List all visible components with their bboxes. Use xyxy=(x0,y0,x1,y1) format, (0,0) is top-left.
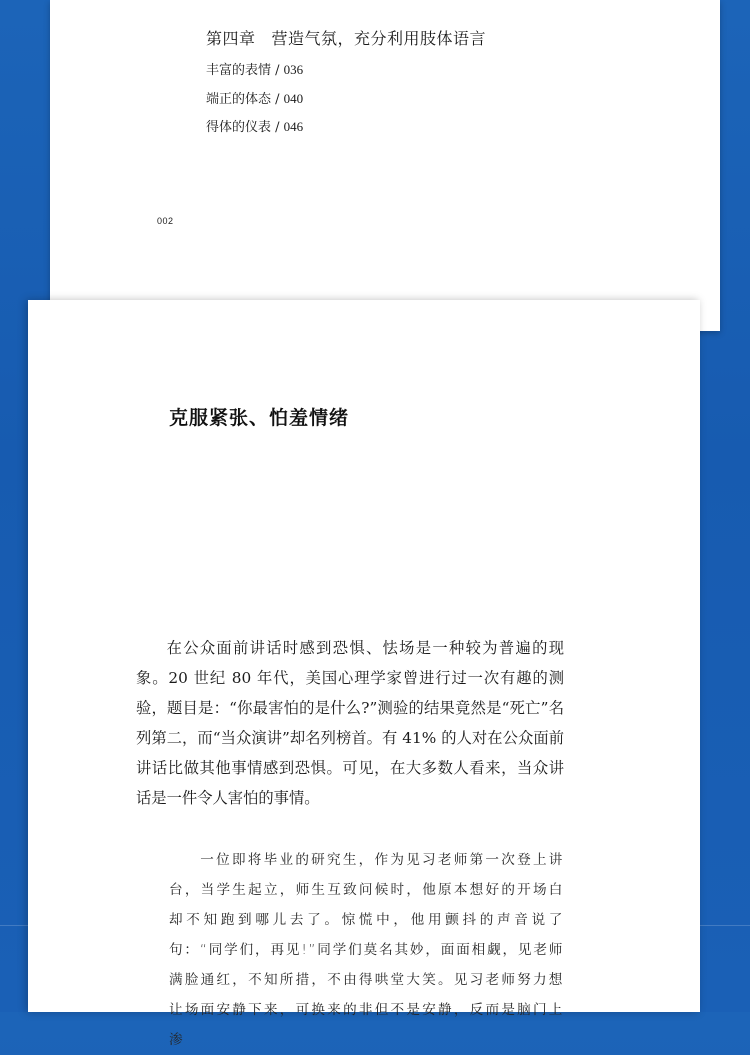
toc-entry-title: 丰富的表情 xyxy=(206,63,272,78)
toc-entry-page: 046 xyxy=(283,119,304,134)
toc-entry: 丰富的表情 / 036 xyxy=(206,62,304,78)
toc-entry-page: 036 xyxy=(283,62,304,77)
page-number: 002 xyxy=(157,216,174,226)
toc-entry-title: 得体的仪表 xyxy=(206,120,272,135)
content-page xyxy=(28,300,700,1048)
chapter-title: 营造气氛，充分利用肢体语言 xyxy=(271,29,487,48)
toc-list xyxy=(206,56,303,142)
toc-entry-title: 端正的体态 xyxy=(206,91,272,107)
chapter-number: 第四章 xyxy=(206,29,256,48)
toc-entry-page: 040 xyxy=(283,90,304,106)
toc-entry: 得体的仪表 / 046 xyxy=(206,119,304,135)
toc-entry: 端正的体态 / 040 xyxy=(206,90,304,107)
chapter-heading xyxy=(206,26,486,49)
toc-page xyxy=(50,0,720,331)
section-title: 克服紧张、怕羞情绪 xyxy=(169,407,350,429)
example-paragraph: 一位即将毕业的研究生，作为见习老师第一次登上讲台，当学生起立，师生互致问候时，他原本想好的开场白却不知跑到哪儿去了。惊慌中，他用颤抖的声音说了句：“同学们，再见!”同学们莫名其妙，面面相觑，见老师满脸通红，不知所措，不由得哄堂大笑。见习老师努力想让场面安静下来，可换来的非但不是安静，反而是脑门上渗 xyxy=(169,852,564,1048)
body-paragraph: 在公众面前讲话时感到恐惧、怯场是一种较为普遍的现象。20 世纪 80 年代，美国心理学家曾进行过一次有趣的测验，题目是：“你最害怕的是什么?”测验的结果竟然是“死亡”名列第二，而“当众演讲”却名列榜首。有 41% 的人对在公众面前讲话比做其他事情感到恐惧。可见，在大多数人看来，当众讲话是一件令人害怕的事情。 xyxy=(136,639,564,807)
